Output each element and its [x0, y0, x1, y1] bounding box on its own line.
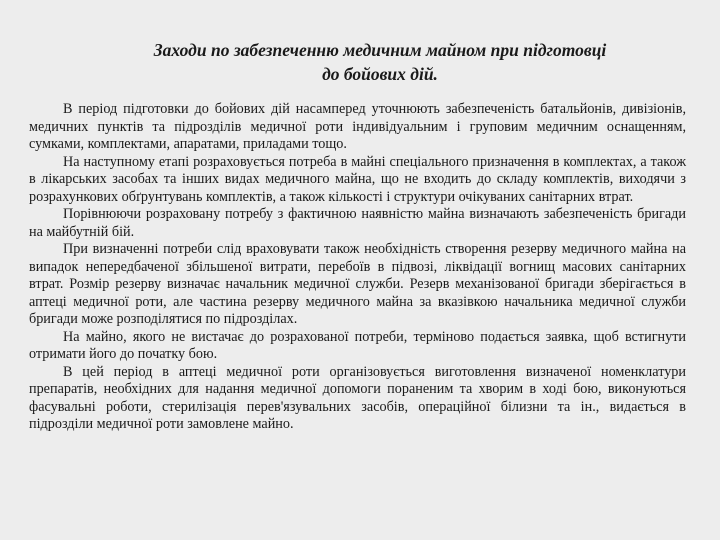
paragraph-4: При визначенні потреби слід враховувати також необхідність створення резерву медичного майна на випадок непередбаченої збільшеної витрати, перебоїв в підвозі, ліквідації вогнищ масових санітарних втрат. Розмір резерву визначає начальник медичної служби. Резерв механізованої бригади зберігається в аптеці медичної роти, але частина резерву медичного майна за вказівкою начальника медичної служби бригади може розподілятися по підрозділах.: [29, 241, 686, 327]
paragraph-1: В період підготовки до бойових дій насамперед уточнюють забезпеченість батальйонів, дивізіонів, медичних пунктів та підрозділів медичної роти індивідуальним і груповим медичним оснащенням, сумками, комплектами, апаратами, приладами тощо.: [29, 101, 686, 152]
paragraph-5: На майно, якого не вистачає до розрахованої потреби, терміново подається заявка, щоб встигнути отримати його до початку бою.: [29, 328, 686, 362]
document-body: [29, 101, 686, 434]
title-line-2: до бойових дій.: [322, 64, 438, 84]
document-title: [60, 38, 700, 86]
paragraph-3: Порівнюючи розраховану потребу з фактичною наявністю майна визначають забезпеченість бригади на майбутній бій.: [29, 206, 686, 240]
paragraph-2: На наступному етапі розраховується потреба в майні спеціального призначення в комплектах, а також в лікарських засобах та інших видах медичного майна, що не входить до складу комплектів, виходячи з розрахункових обґрунтувань комплектів, а також кількості і структури очікуваних санітарних втрат.: [29, 153, 686, 205]
title-line-1: Заходи по забезпеченню медичним майном при підготовці: [153, 40, 607, 60]
paragraph-6: В цей період в аптеці медичної роти організовується виготовлення визначеної номенклатури препаратів, необхідних для надання медичної допомоги пораненим та хворим в ході бою, виконуються фасувальні роботи, стерилізація перев'язувальних засобів, операційної білизни та ін., видається в підрозділи медичної роти замовлене майно.: [29, 363, 686, 432]
